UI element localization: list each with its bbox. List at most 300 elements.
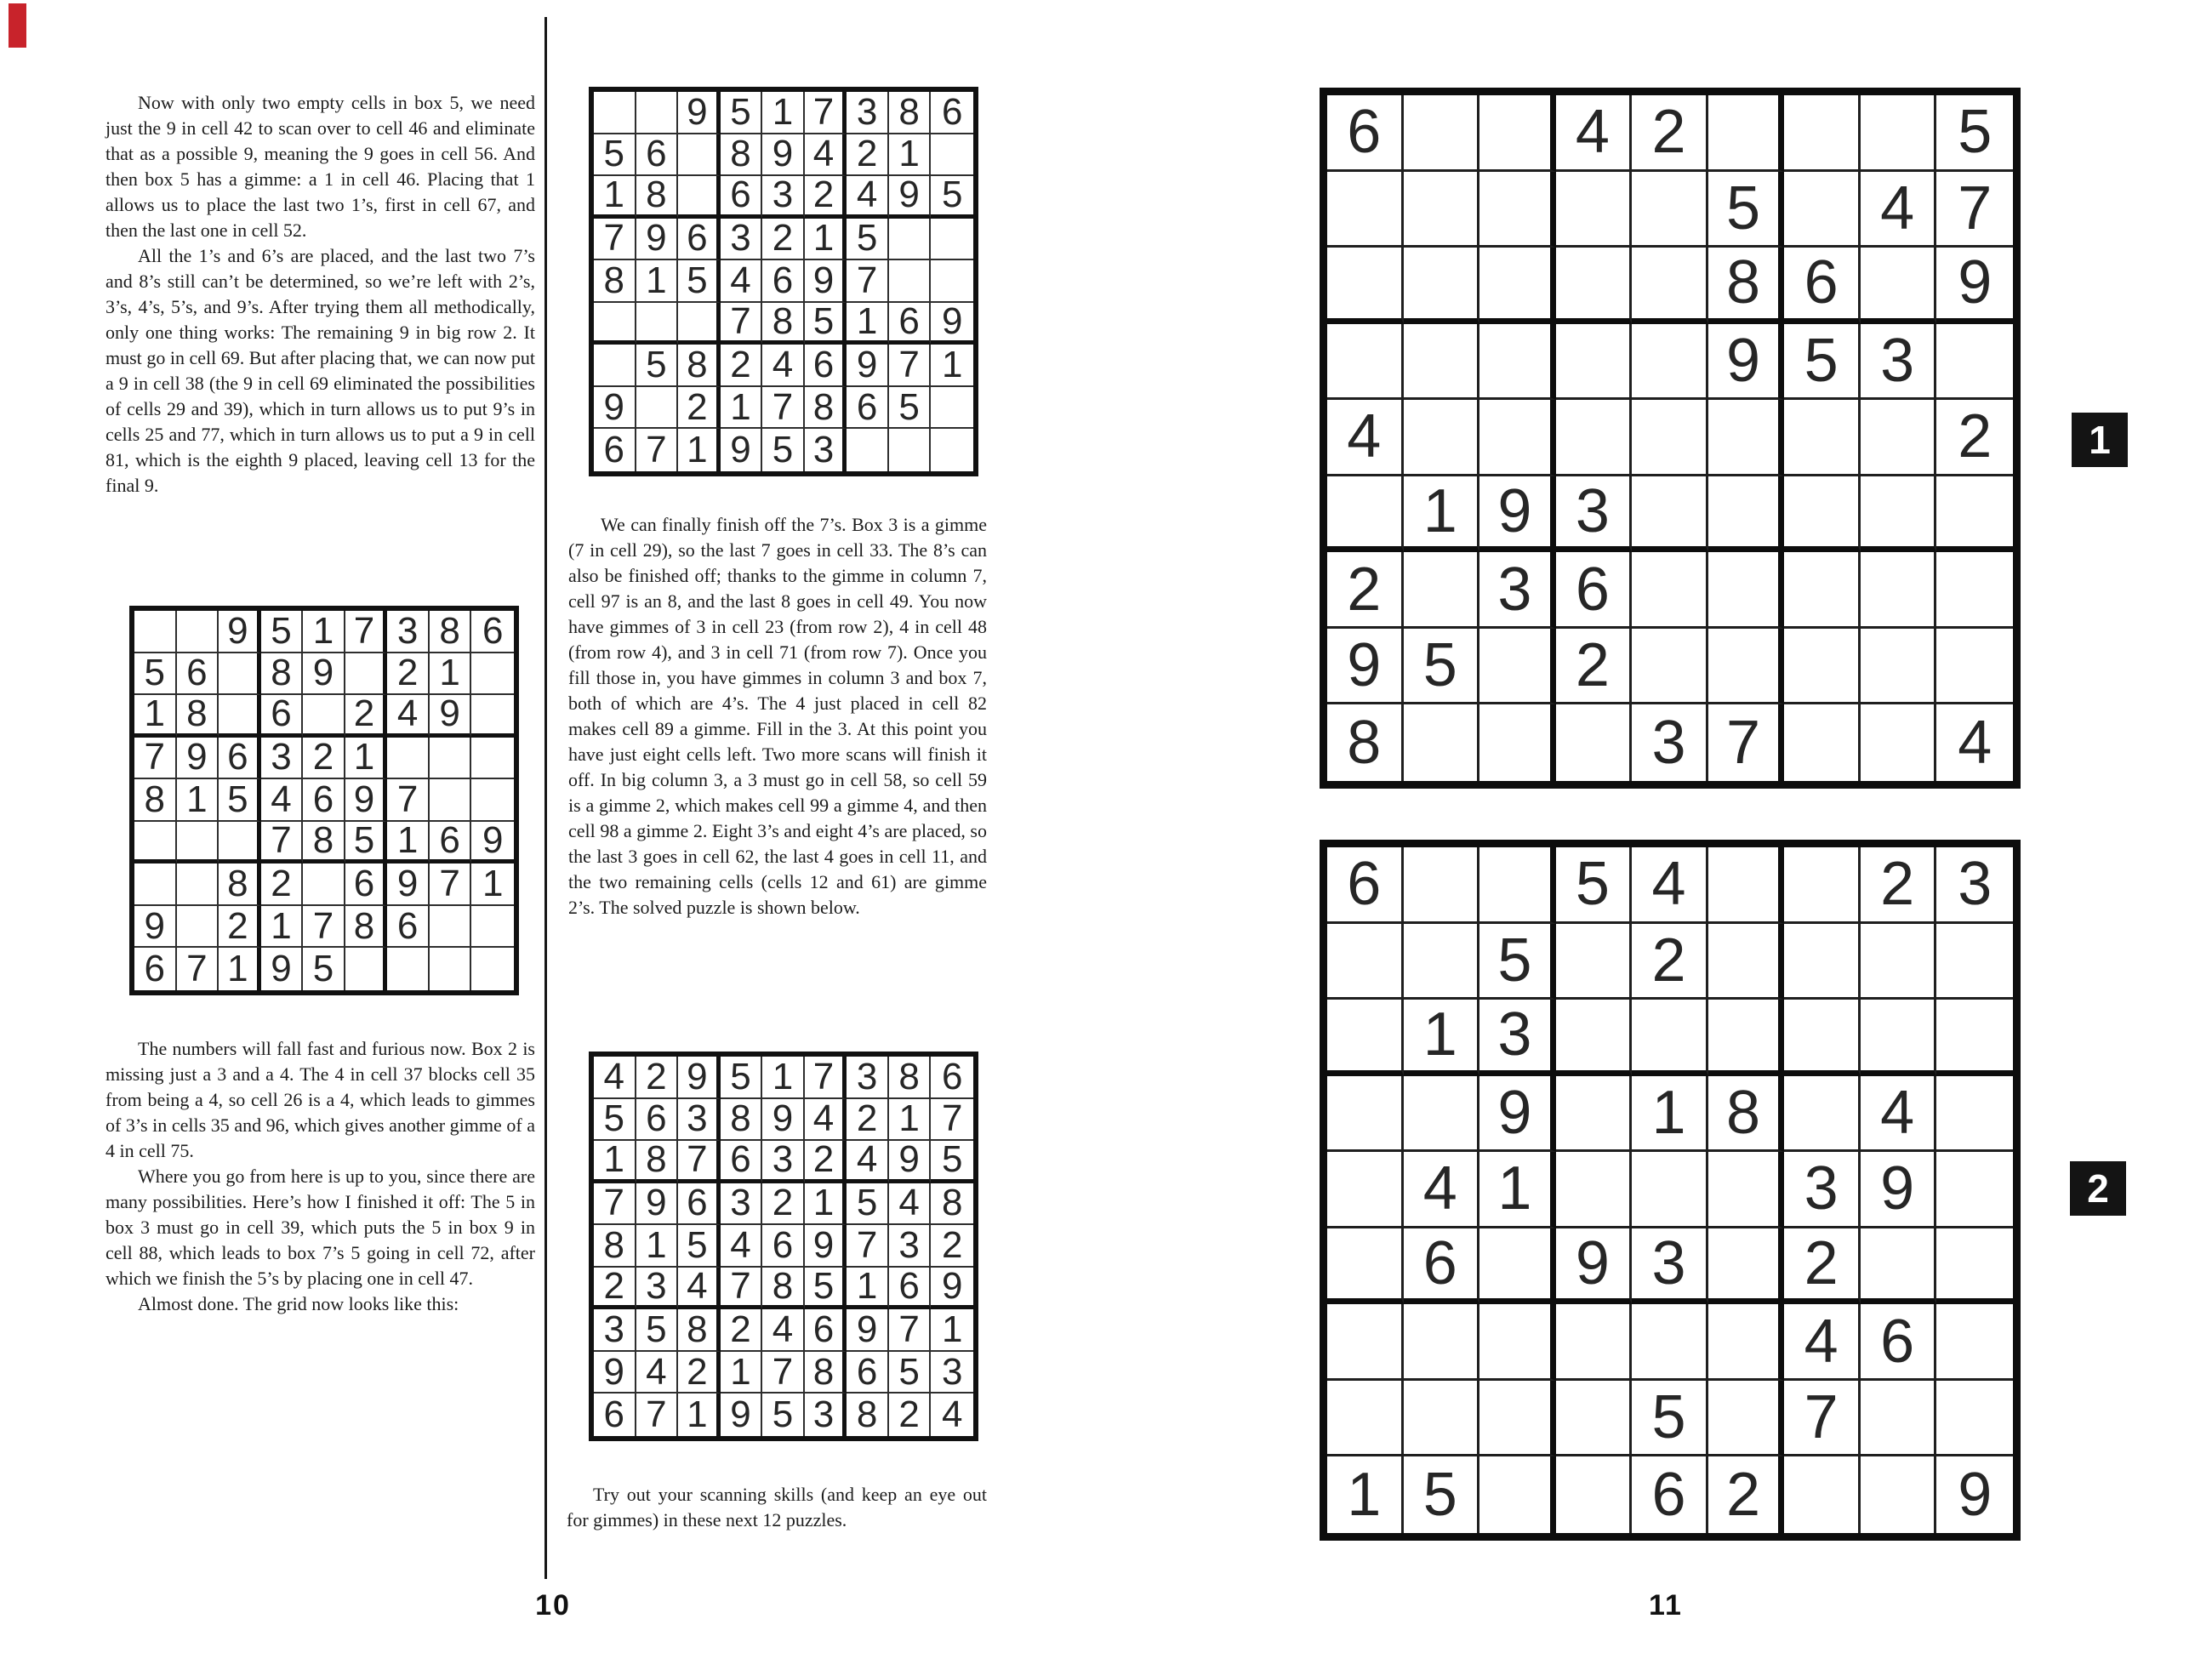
sudoku-cell: 3 xyxy=(805,429,847,471)
sudoku-cell: 9 xyxy=(678,1057,721,1099)
sudoku-cell: 1 xyxy=(387,822,430,864)
sudoku-cell xyxy=(1708,1228,1785,1305)
sudoku-cell: 2 xyxy=(678,1352,721,1394)
sudoku-cell xyxy=(387,948,430,990)
sudoku-cell: 1 xyxy=(594,176,636,219)
sudoku-cell xyxy=(889,260,932,303)
sudoku-cell: 8 xyxy=(762,1268,805,1310)
sudoku-cell: 1 xyxy=(678,1394,721,1436)
sudoku-cell: 6 xyxy=(1404,1228,1480,1305)
sudoku-cell xyxy=(1556,704,1633,781)
sudoku-cell xyxy=(1936,1228,2013,1305)
sudoku-cell: 8 xyxy=(931,1183,973,1226)
sudoku-cell: 2 xyxy=(636,1057,679,1099)
sudoku-cell: 6 xyxy=(594,1394,636,1436)
sudoku-cell xyxy=(1556,172,1633,248)
sudoku-cell xyxy=(1479,95,1556,172)
left-col2-closing-text xyxy=(567,1482,987,1533)
sudoku-cell: 9 xyxy=(762,134,805,177)
sudoku-cell: 3 xyxy=(1632,1228,1708,1305)
sudoku-cell: 1 xyxy=(721,387,763,430)
sudoku-cell: 7 xyxy=(430,863,472,906)
page-number-left: 10 xyxy=(535,1589,571,1622)
sudoku-cell: 7 xyxy=(134,738,177,780)
sudoku-cell: 7 xyxy=(1936,172,2013,248)
sudoku-cell: 9 xyxy=(594,387,636,430)
sudoku-cell: 8 xyxy=(261,653,304,696)
sudoku-cell: 4 xyxy=(805,134,847,177)
sudoku-cell: 5 xyxy=(636,345,679,387)
sudoku-cell: 6 xyxy=(636,134,679,177)
sudoku-cell xyxy=(430,738,472,780)
red-bookmark-marker xyxy=(9,3,26,48)
sudoku-cell: 3 xyxy=(1784,1152,1861,1228)
sudoku-cell xyxy=(678,134,721,177)
sudoku-cell: 3 xyxy=(387,611,430,653)
sudoku-cell xyxy=(1936,324,2013,401)
sudoku-cell: 6 xyxy=(177,653,219,696)
sudoku-cell: 9 xyxy=(721,1394,763,1436)
sudoku-grid-progress-2 xyxy=(589,87,978,476)
sudoku-cell xyxy=(1404,172,1480,248)
sudoku-cell xyxy=(1632,476,1708,553)
sudoku-cell xyxy=(678,176,721,219)
sudoku-cell: 7 xyxy=(594,1183,636,1226)
sudoku-cell: 9 xyxy=(387,863,430,906)
sudoku-cell: 3 xyxy=(931,1352,973,1394)
sudoku-cell: 2 xyxy=(762,1183,805,1226)
paragraph-finish-sevens: We can finally finish off the 7’s. Box 3 is a gimme (7 in cell 29), so the last 7 goes in cell 33. The 8’s can also be finished off; thanks to the gimme in column 7, cell 97 is an 8, and the last 8 goes in cell 49. You now have gimmes of 3 in cell 23 (from row 2), 4 in cell 48 (from row 4), and 3 in cell 71 (from row 7). Once you fill those in, you have gimmes in column 3 and box 7, both of which are 4’s. The 4 just placed in cell 82 makes cell 89 a gimme. Fill in the 3. At this point you have just eight cells left. Two more scans will finish it off. In big column 3, a 3 must go in cell 58, so cell 59 is a gimme 2, which makes cell 99 a gimme 4, and then cell 98 a gimme 2. Eight 3’s and eight 4’s are placed, so the last 3 goes in cell 62, the last 4 goes in cell 11, and the two remaining cells (cells 12 and 61) are gimme 2’s. The solved puzzle is shown below. xyxy=(568,514,987,918)
sudoku-cell xyxy=(847,429,889,471)
sudoku-cell: 8 xyxy=(721,1099,763,1142)
sudoku-cell xyxy=(1479,1456,1556,1533)
sudoku-cell: 1 xyxy=(261,906,304,949)
sudoku-cell xyxy=(1861,1381,1937,1457)
sudoku-cell: 7 xyxy=(847,260,889,303)
sudoku-cell xyxy=(1556,1076,1633,1153)
sudoku-cell: 7 xyxy=(805,1057,847,1099)
sudoku-cell: 3 xyxy=(1556,476,1633,553)
sudoku-cell: 7 xyxy=(721,303,763,345)
sudoku-cell: 1 xyxy=(931,345,973,387)
sudoku-cell: 4 xyxy=(941,1394,963,1436)
sudoku-cell xyxy=(889,429,932,471)
sudoku-cell: 6 xyxy=(219,738,261,780)
sudoku-cell: 7 xyxy=(805,92,847,134)
sudoku-cell: 1 xyxy=(889,134,932,177)
sudoku-puzzle-1 xyxy=(1320,88,2021,789)
sudoku-cell: 9 xyxy=(889,1141,932,1183)
sudoku-cell xyxy=(889,219,932,261)
sudoku-cell: 4 xyxy=(889,1183,932,1226)
sudoku-cell xyxy=(1556,1456,1633,1533)
sudoku-cell: 5 xyxy=(762,429,805,471)
sudoku-cell xyxy=(1556,324,1633,401)
sudoku-cell xyxy=(1327,1000,1404,1076)
sudoku-cell: 3 xyxy=(721,219,763,261)
sudoku-cell: 8 xyxy=(889,1057,932,1099)
sudoku-cell xyxy=(1708,1152,1785,1228)
sudoku-cell: 7 xyxy=(721,1268,763,1310)
sudoku-cell xyxy=(177,906,219,949)
sudoku-cell: 1 xyxy=(847,303,889,345)
sudoku-cell: 5 xyxy=(889,387,932,430)
sudoku-cell: 4 xyxy=(805,1099,847,1142)
sudoku-cell xyxy=(1708,847,1785,924)
puzzle-2-label: 2 xyxy=(2070,1161,2126,1216)
sudoku-cell xyxy=(1404,324,1480,401)
paragraph-try-out: Try out your scanning skills (and keep an eye out for gimmes) in these next 12 puzzles. xyxy=(567,1484,987,1530)
sudoku-cell: 4 xyxy=(1958,709,1993,778)
sudoku-cell: 4 xyxy=(1632,847,1708,924)
sudoku-cell: 9 xyxy=(471,822,514,864)
sudoku-cell xyxy=(1861,1228,1937,1305)
sudoku-cell xyxy=(1861,1000,1937,1076)
sudoku-cell: 6 xyxy=(931,1057,973,1099)
sudoku-cell: 7 xyxy=(261,822,304,864)
sudoku-cell: 3 xyxy=(1479,1000,1556,1076)
sudoku-cell: 7 xyxy=(678,1141,721,1183)
sudoku-cell xyxy=(134,822,177,864)
sudoku-cell: 4 xyxy=(1404,1152,1480,1228)
sudoku-cell: 5 xyxy=(847,1183,889,1226)
sudoku-cell: 5 xyxy=(805,303,847,345)
sudoku-cell: 9 xyxy=(134,906,177,949)
sudoku-cell: 8 xyxy=(721,134,763,177)
sudoku-cell xyxy=(177,822,219,864)
sudoku-cell xyxy=(1479,629,1556,705)
sudoku-cell xyxy=(219,653,261,696)
sudoku-cell: 8 xyxy=(805,1352,847,1394)
sudoku-cell: 9 xyxy=(805,260,847,303)
sudoku-cell xyxy=(1784,400,1861,476)
sudoku-cell: 4 xyxy=(261,779,304,822)
sudoku-cell xyxy=(1784,704,1861,781)
sudoku-cell: 9 xyxy=(721,429,763,471)
sudoku-cell: 1 xyxy=(1327,1456,1404,1533)
sudoku-cell: 3 xyxy=(594,1309,636,1352)
sudoku-cell: 6 xyxy=(471,611,514,653)
sudoku-cell: 7 xyxy=(762,387,805,430)
sudoku-cell xyxy=(594,303,636,345)
sudoku-cell xyxy=(1936,476,2013,553)
sudoku-cell: 8 xyxy=(805,387,847,430)
sudoku-cell: 6 xyxy=(134,948,177,990)
sudoku-cell: 1 xyxy=(636,260,679,303)
sudoku-cell: 1 xyxy=(805,219,847,261)
sudoku-cell: 6 xyxy=(261,695,304,738)
sudoku-cell xyxy=(1632,629,1708,705)
sudoku-cell xyxy=(471,948,514,990)
sudoku-cell: 5 xyxy=(1708,172,1785,248)
sudoku-cell xyxy=(1861,476,1937,553)
sudoku-cell xyxy=(1784,476,1861,553)
sudoku-cell xyxy=(1556,1000,1633,1076)
sudoku-cell: 7 xyxy=(303,906,345,949)
sudoku-cell: 2 xyxy=(1861,847,1937,924)
sudoku-cell: 7 xyxy=(762,1352,805,1394)
sudoku-cell xyxy=(1936,629,2013,705)
sudoku-cell xyxy=(1404,704,1480,781)
sudoku-cell: 7 xyxy=(636,429,679,471)
sudoku-cell: 8 xyxy=(678,345,721,387)
sudoku-cell: 1 xyxy=(219,948,261,990)
sudoku-cell: 4 xyxy=(1327,400,1404,476)
sudoku-cell xyxy=(1632,1152,1708,1228)
sudoku-cell: 1 xyxy=(1404,1000,1480,1076)
sudoku-cell: 2 xyxy=(847,1099,889,1142)
sudoku-cell: 3 xyxy=(847,92,889,134)
sudoku-cell xyxy=(931,387,973,430)
sudoku-cell: 5 xyxy=(636,1309,679,1352)
sudoku-cell: 3 xyxy=(721,1183,763,1226)
sudoku-cell: 9 xyxy=(1708,324,1785,401)
paragraph-fast-furious: The numbers will fall fast and furious now. Box 2 is missing just a 3 and a 4. The 4 in cell 37 blocks cell 35 from being a 4, so cell 26 is a 4, which leads to gimmes of 3’s in cells 35 and 96, which gives another gimme of a 4 in cell 75. xyxy=(105,1038,535,1161)
sudoku-cell: 5 xyxy=(134,653,177,696)
sudoku-cell xyxy=(1861,629,1937,705)
sudoku-cell xyxy=(345,948,388,990)
sudoku-cell: 8 xyxy=(678,1309,721,1352)
sudoku-grid-progress-1 xyxy=(129,606,519,995)
sudoku-cell xyxy=(177,863,219,906)
sudoku-cell: 1 xyxy=(889,1099,932,1142)
sudoku-cell: 4 xyxy=(636,1352,679,1394)
sudoku-cell: 2 xyxy=(1632,924,1708,1000)
sudoku-cell: 6 xyxy=(847,387,889,430)
sudoku-cell: 8 xyxy=(345,906,388,949)
sudoku-cell: 7 xyxy=(594,219,636,261)
sudoku-cell: 2 xyxy=(889,1394,932,1436)
sudoku-cell: 1 xyxy=(805,1183,847,1226)
sudoku-cell: 7 xyxy=(1708,704,1785,781)
sudoku-cell: 8 xyxy=(430,611,472,653)
sudoku-cell: 5 xyxy=(1632,1381,1708,1457)
sudoku-cell xyxy=(345,653,388,696)
sudoku-cell xyxy=(134,611,177,653)
sudoku-cell xyxy=(1784,629,1861,705)
sudoku-cell xyxy=(1404,95,1480,172)
sudoku-cell xyxy=(1936,924,2013,1000)
sudoku-cell: 2 xyxy=(1708,1456,1785,1533)
sudoku-cell: 6 xyxy=(762,260,805,303)
sudoku-cell xyxy=(1404,1076,1480,1153)
sudoku-cell: 8 xyxy=(134,779,177,822)
paragraph-box5-scan: Now with only two empty cells in box 5, we need just the 9 in cell 42 to scan over to cell 46 and eliminate that as a possible 9, meaning the 9 goes in cell 56. And then box 5 has a gimme: a 1 in cell 46. Placing that 1 allows us to place the last two 1’s, first in cell 67, and then the last one in cell 52. xyxy=(105,92,535,241)
sudoku-cell xyxy=(1327,324,1404,401)
sudoku-cell xyxy=(1556,1381,1633,1457)
sudoku-cell xyxy=(219,822,261,864)
sudoku-cell: 7 xyxy=(177,948,219,990)
sudoku-cell: 3 xyxy=(889,1225,932,1268)
sudoku-cell: 2 xyxy=(805,176,847,219)
sudoku-cell: 9 xyxy=(1958,1461,1993,1530)
sudoku-cell xyxy=(1861,704,1937,781)
sudoku-cell: 2 xyxy=(1936,400,2013,476)
sudoku-cell: 8 xyxy=(847,1394,889,1436)
sudoku-cell: 5 xyxy=(1404,629,1480,705)
sudoku-cell: 3 xyxy=(1479,552,1556,629)
sudoku-cell: 9 xyxy=(889,176,932,219)
sudoku-cell: 8 xyxy=(889,92,932,134)
sudoku-cell: 7 xyxy=(345,611,388,653)
sudoku-cell xyxy=(1708,924,1785,1000)
sudoku-cell: 4 xyxy=(762,345,805,387)
sudoku-cell: 6 xyxy=(1327,847,1404,924)
sudoku-cell: 6 xyxy=(721,1141,763,1183)
sudoku-cell: 1 xyxy=(430,653,472,696)
sudoku-cell xyxy=(594,345,636,387)
sudoku-cell xyxy=(1479,704,1556,781)
page-number-right: 11 xyxy=(1649,1589,1683,1622)
sudoku-cell: 2 xyxy=(678,387,721,430)
sudoku-cell: 5 xyxy=(1936,95,2013,172)
sudoku-cell xyxy=(931,134,973,177)
sudoku-cell xyxy=(1784,95,1861,172)
sudoku-cell: 5 xyxy=(931,176,973,219)
sudoku-cell: 7 xyxy=(931,1099,973,1142)
paragraph-where-you-go: Where you go from here is up to you, since there are many possibilities. Here’s how I finished it off: The 5 in box 3 must go in cell 39, which puts the 5 in box 9 in cell 88, which leads to box 7’s 5 going in cell 72, after which we finish the 5’s by placing one in cell 47. xyxy=(105,1166,535,1289)
sudoku-cell: 7 xyxy=(847,1225,889,1268)
sudoku-cell xyxy=(303,863,345,906)
sudoku-cell xyxy=(1404,248,1480,324)
sudoku-cell xyxy=(1632,1304,1708,1381)
sudoku-cell: 1 xyxy=(471,863,514,906)
sudoku-cell: 9 xyxy=(1327,629,1404,705)
paragraph-almost-done: Almost done. The grid now looks like this: xyxy=(138,1293,459,1314)
sudoku-cell: 6 xyxy=(805,1309,847,1352)
sudoku-cell: 8 xyxy=(177,695,219,738)
sudoku-cell xyxy=(1936,1000,2013,1076)
sudoku-cell: 1 xyxy=(134,695,177,738)
sudoku-cell xyxy=(1632,552,1708,629)
sudoku-cell: 9 xyxy=(762,1099,805,1142)
sudoku-cell xyxy=(1404,400,1480,476)
sudoku-cell: 1 xyxy=(762,1057,805,1099)
sudoku-cell: 4 xyxy=(847,176,889,219)
sudoku-cell xyxy=(1861,400,1937,476)
sudoku-cell: 5 xyxy=(594,134,636,177)
sudoku-cell: 2 xyxy=(847,134,889,177)
sudoku-cell xyxy=(471,695,514,738)
sudoku-cell: 5 xyxy=(762,1394,805,1436)
sudoku-cell: 6 xyxy=(805,345,847,387)
sudoku-cell: 2 xyxy=(1784,1228,1861,1305)
sudoku-cell: 6 xyxy=(1861,1304,1937,1381)
sudoku-cell: 8 xyxy=(594,1225,636,1268)
sudoku-cell: 5 xyxy=(594,1099,636,1142)
sudoku-cell: 4 xyxy=(1556,95,1633,172)
sudoku-cell: 6 xyxy=(889,303,932,345)
sudoku-cell: 9 xyxy=(678,92,721,134)
sudoku-cell xyxy=(1784,1000,1861,1076)
sudoku-cell: 8 xyxy=(762,303,805,345)
sudoku-cell: 6 xyxy=(762,1225,805,1268)
sudoku-cell xyxy=(1936,552,2013,629)
sudoku-cell: 2 xyxy=(345,695,388,738)
sudoku-cell: 2 xyxy=(1556,629,1633,705)
sudoku-cell xyxy=(1936,1304,2013,1381)
sudoku-cell: 5 xyxy=(847,219,889,261)
sudoku-cell: 9 xyxy=(636,219,679,261)
sudoku-cell: 2 xyxy=(387,653,430,696)
sudoku-cell xyxy=(1404,552,1480,629)
sudoku-cell: 7 xyxy=(889,1309,932,1352)
sudoku-cell xyxy=(1479,172,1556,248)
sudoku-cell: 3 xyxy=(678,1099,721,1142)
sudoku-cell: 1 xyxy=(762,92,805,134)
sudoku-cell xyxy=(1327,172,1404,248)
sudoku-cell xyxy=(1327,476,1404,553)
sudoku-cell: 8 xyxy=(1708,248,1785,324)
sudoku-cell: 5 xyxy=(805,1268,847,1310)
sudoku-cell: 2 xyxy=(762,219,805,261)
sudoku-cell xyxy=(1479,1228,1556,1305)
sudoku-cell: 1 xyxy=(678,429,721,471)
sudoku-cell xyxy=(1479,324,1556,401)
sudoku-cell: 7 xyxy=(1784,1381,1861,1457)
sudoku-cell xyxy=(1632,248,1708,324)
sudoku-cell: 7 xyxy=(387,779,430,822)
sudoku-cell xyxy=(430,779,472,822)
sudoku-grid-solved xyxy=(589,1052,978,1441)
sudoku-cell: 5 xyxy=(1479,924,1556,1000)
sudoku-cell xyxy=(1784,847,1861,924)
sudoku-cell xyxy=(1327,1076,1404,1153)
sudoku-cell xyxy=(1404,1304,1480,1381)
sudoku-cell: 5 xyxy=(678,260,721,303)
sudoku-cell: 5 xyxy=(1784,324,1861,401)
sudoku-cell: 9 xyxy=(219,611,261,653)
sudoku-cell xyxy=(1404,1381,1480,1457)
sudoku-cell: 5 xyxy=(1556,847,1633,924)
sudoku-cell xyxy=(1784,1456,1861,1533)
sudoku-cell xyxy=(1556,248,1633,324)
sudoku-cell: 7 xyxy=(636,1394,679,1436)
sudoku-cell: 8 xyxy=(636,176,679,219)
sudoku-cell: 3 xyxy=(762,176,805,219)
sudoku-cell: 6 xyxy=(430,822,472,864)
sudoku-cell: 5 xyxy=(678,1225,721,1268)
sudoku-cell: 9 xyxy=(1936,248,2013,324)
sudoku-cell xyxy=(387,738,430,780)
sudoku-cell: 8 xyxy=(303,822,345,864)
sudoku-cell xyxy=(471,738,514,780)
sudoku-cell: 8 xyxy=(594,260,636,303)
sudoku-cell: 6 xyxy=(636,1099,679,1142)
sudoku-cell: 2 xyxy=(219,906,261,949)
sudoku-cell: 2 xyxy=(721,1309,763,1352)
sudoku-cell: 6 xyxy=(1556,552,1633,629)
sudoku-cell xyxy=(1556,1152,1633,1228)
sudoku-cell: 9 xyxy=(805,1225,847,1268)
sudoku-cell: 9 xyxy=(1479,1076,1556,1153)
sudoku-cell xyxy=(1936,1381,2013,1457)
sudoku-cell: 1 xyxy=(303,611,345,653)
sudoku-cell xyxy=(1327,1304,1404,1381)
sudoku-cell: 1 xyxy=(1479,1152,1556,1228)
sudoku-cell: 5 xyxy=(219,779,261,822)
sudoku-cell: 8 xyxy=(636,1141,679,1183)
sudoku-cell: 1 xyxy=(847,1268,889,1310)
sudoku-cell: 9 xyxy=(594,1352,636,1394)
sudoku-cell: 4 xyxy=(594,1057,636,1099)
left-col1-intro-text xyxy=(105,90,535,499)
sudoku-cell xyxy=(636,303,679,345)
sudoku-cell xyxy=(1784,924,1861,1000)
sudoku-cell xyxy=(430,948,472,990)
sudoku-cell: 2 xyxy=(303,738,345,780)
sudoku-cell: 9 xyxy=(847,345,889,387)
